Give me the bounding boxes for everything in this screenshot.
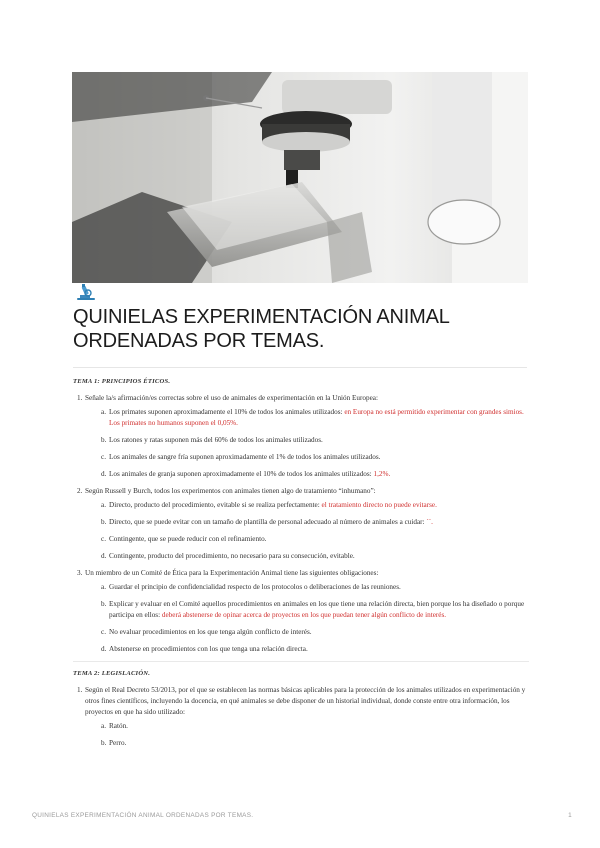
question-number: 2. <box>77 487 83 495</box>
option-text: Perro. <box>109 739 127 747</box>
page-number: 1 <box>568 812 572 819</box>
option-a <box>101 500 529 511</box>
question-text: Según el Real Decreto 53/2013, por el que se establecen las normas básicas aplicables para la protección de los animales utilizados en experimentación y otros fines científicos, incluyendo la docencia, en qué animales se debe disponer de un historial individual, donde conste entre otra información, los proyectos en que ha sido utilizado: <box>85 686 526 716</box>
document-title <box>73 305 533 353</box>
section-heading-tema-2: TEMA 2: LEGISLACIÓN. <box>73 670 151 677</box>
option-letter: b. <box>101 518 107 526</box>
option-text: Los animales de granja suponen aproximadamente el 10% de todos los animales utilizados: <box>109 470 374 478</box>
option-b <box>101 435 529 446</box>
option-letter: b. <box>101 739 107 747</box>
question-3 <box>73 568 529 655</box>
option-text: Guardar el principio de confidencialidad respecto de los protocolos o deliberaciones de las reuniones. <box>109 583 401 591</box>
option-letter: b. <box>101 436 107 444</box>
option-a <box>101 582 529 593</box>
option-c <box>101 627 529 638</box>
option-a <box>101 407 529 429</box>
title-divider <box>73 367 527 368</box>
option-b <box>101 738 529 749</box>
option-letter: c. <box>101 628 106 636</box>
option-letter: d. <box>101 645 107 653</box>
question-1 <box>73 685 529 749</box>
title-line-1: QUINIELAS EXPERIMENTACIÓN ANIMAL <box>73 306 450 328</box>
section-heading-tema-1: TEMA 1: PRINCIPIOS ÉTICOS. <box>73 378 171 385</box>
quiz-content <box>73 376 529 755</box>
option-c <box>101 452 529 463</box>
option-letter: a. <box>101 501 106 509</box>
page-footer <box>32 812 572 824</box>
question-number: 3. <box>77 569 83 577</box>
option-d <box>101 551 529 562</box>
option-d <box>101 469 529 480</box>
option-text: Los animales de sangre fría suponen aproximadamente el 1% de todos los animales utilizados. <box>109 453 381 461</box>
question-number: 1. <box>77 394 83 402</box>
title-line-2: ORDENADAS POR TEMAS. <box>73 330 325 352</box>
answer-note: el tratamiento directo no puede evitarse. <box>321 501 437 509</box>
option-text: Contingente, que se puede reducir con el refinamiento. <box>109 535 267 543</box>
question-number: 1. <box>77 686 83 694</box>
option-text: Explicar y evaluar en el Comité aquellos procedimientos en animales en los que tiene una relación directa, bien porque los ha diseñado o porque participa en ellos: <box>109 600 525 619</box>
footer-title: QUINIELAS EXPERIMENTACIÓN ANIMAL ORDENADAS POR TEMAS. <box>32 812 254 819</box>
question-2 <box>73 486 529 562</box>
option-b <box>101 599 529 621</box>
option-b <box>101 517 529 528</box>
question-1 <box>73 393 529 480</box>
option-a <box>101 721 529 732</box>
option-letter: c. <box>101 453 106 461</box>
option-list <box>85 500 529 562</box>
option-text: No evaluar procedimientos en los que tenga algún conflicto de interés. <box>109 628 312 636</box>
microscope-icon <box>74 283 98 301</box>
option-letter: a. <box>101 408 106 416</box>
question-text: Señale la/s afirmación/es correctas sobre el uso de animales de experimentación en la Unión Europea: <box>85 394 378 402</box>
option-letter: d. <box>101 470 107 478</box>
option-letter: c. <box>101 535 106 543</box>
option-text: Abstenerse en procedimientos con los que tenga una relación directa. <box>109 645 308 653</box>
option-letter: a. <box>101 583 106 591</box>
option-list <box>85 721 529 749</box>
option-list <box>85 582 529 655</box>
option-text: Directo, producto del procedimiento, evitable si se realiza perfectamente: <box>109 501 322 509</box>
answer-note: deberá abstenerse de opinar acerca de proyectos en los que puedan tener algún conflicto de interés. <box>161 611 447 619</box>
option-c <box>101 534 529 545</box>
option-d <box>101 644 529 655</box>
option-letter: d. <box>101 552 107 560</box>
answer-note: ´´. <box>426 518 433 526</box>
section-divider <box>73 661 529 662</box>
option-letter: a. <box>101 722 106 730</box>
option-text: Ratón. <box>109 722 128 730</box>
answer-note: en Europa no está permitido experimentar con grandes simios. Los primates no humanos suponen el 0,05%. <box>109 408 524 427</box>
option-text: Los primates suponen aproximadamente el 10% de todos los animales utilizados: <box>109 408 345 416</box>
option-text: Los ratones y ratas suponen más del 60% de todos los animales utilizados. <box>109 436 323 444</box>
option-text: Contingente, producto del procedimiento, no necesario para su consecución, evitable. <box>109 552 355 560</box>
option-text: Directo, que se puede evitar con un tamaño de plantilla de personal adecuado al número de animales a cuidar: <box>109 518 427 526</box>
option-letter: b. <box>101 600 107 608</box>
answer-note: 1,2%. <box>373 470 391 478</box>
question-text: Según Russell y Burch, todos los experimentos con animales tienen algo de tratamiento “inhumano”: <box>85 487 376 495</box>
question-text: Un miembro de un Comité de Ética para la Experimentación Animal tiene las siguientes obligaciones: <box>85 569 379 577</box>
option-list <box>85 407 529 480</box>
hero-image-microscope <box>72 72 528 283</box>
